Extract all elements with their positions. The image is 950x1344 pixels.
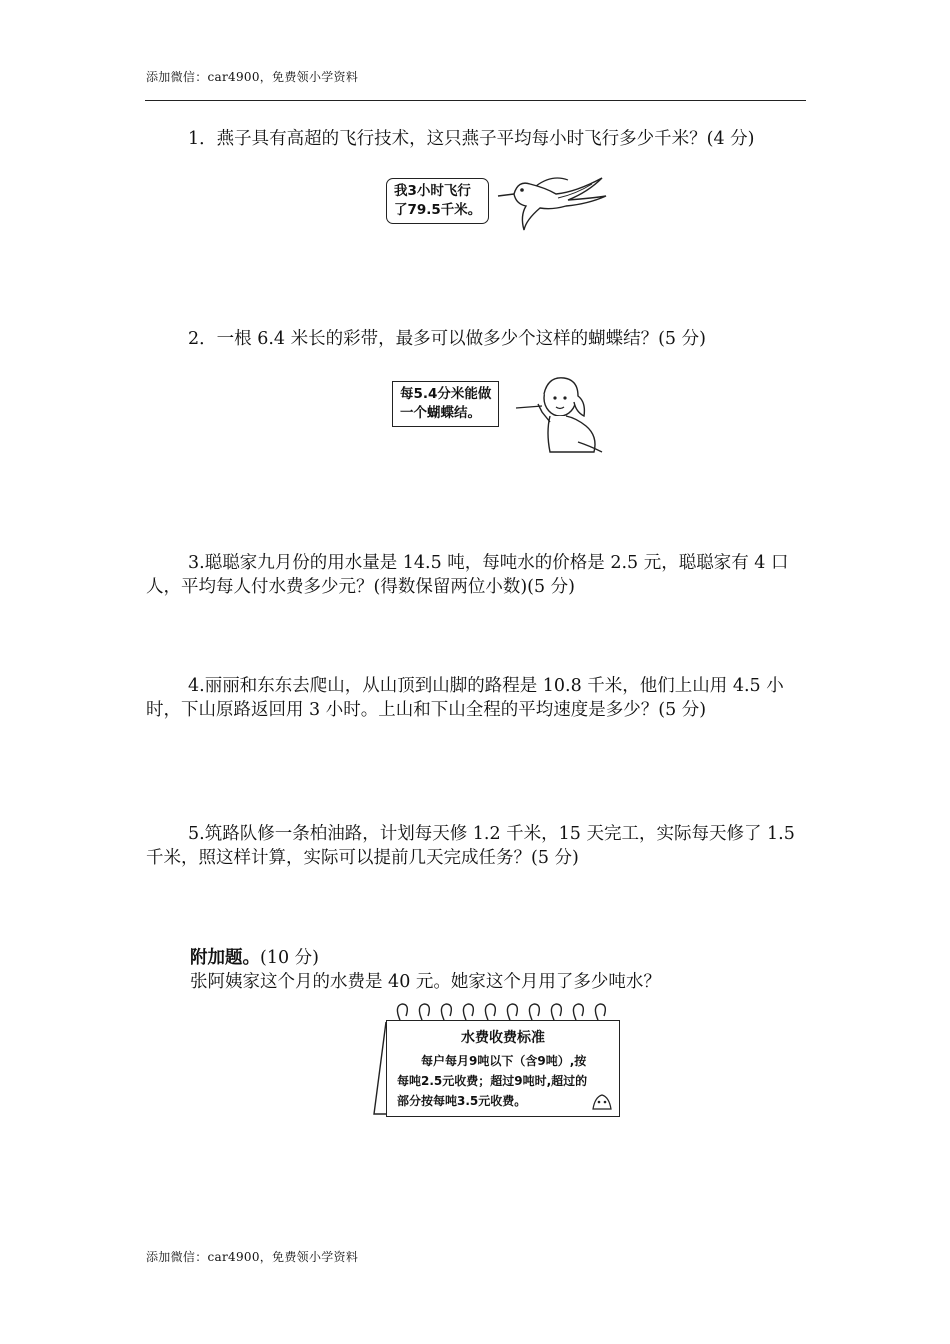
question-5-text: 5.筑路队修一条柏油路，计划每天修 1.2 千米，15 天完工，实际每天修了 1.5 千米，照这样计算，实际可以提前几天完成任务？(5 分) [146,824,795,868]
speech-bubble-girl [392,381,499,427]
bubble-line: 我3小时飞行 [394,183,471,199]
card-body [397,1051,609,1111]
card-line: 每吨2.5元收费；超过9吨时,超过的 [397,1074,588,1088]
card-line: 部分按每吨3.5元收费。 [397,1094,527,1108]
card-title: 水费收费标准 [461,1030,545,1046]
water-drop-mascot-icon [591,1091,613,1111]
swallow-bird-icon [496,170,608,232]
bonus-title: 附加题。 [190,948,260,968]
question-2-text: 2．一根 6.4 米长的彩带，最多可以做多少个这样的蝴蝶结？(5 分) [188,329,706,349]
bubble-line: 每5.4分米能做 [400,386,492,402]
question-3-text: 3.聪聪家九月份的用水量是 14.5 吨，每吨水的价格是 2.5 元，聪聪家有 4 口人，平均每人付水费多少元？(得数保留两位小数)(5 分) [146,553,789,597]
card-line: 每户每月9吨以下（含9吨）,按 [421,1054,587,1068]
question-1 [146,127,808,151]
girl-illustration-icon [516,372,606,456]
bonus-heading [190,946,319,970]
bonus-points: (10 分) [260,948,319,968]
question-4 [146,674,808,722]
water-fee-card [386,1020,620,1117]
bonus-question: 张阿姨家这个月的水费是 40 元。她家这个月用了多少吨水？ [190,972,661,992]
question-2 [146,327,808,351]
header-divider [145,100,806,101]
question-5 [146,822,808,870]
page-header: 添加微信：car4900，免费领小学资料 [146,70,359,84]
page-footer: 添加微信：car4900，免费领小学资料 [146,1250,359,1264]
bubble-line: 一个蝴蝶结。 [400,405,481,421]
speech-bubble-swallow [386,178,489,224]
question-3 [146,551,808,599]
question-1-text: 1．燕子具有高超的飞行技术，这只燕子平均每小时飞行多少千米？(4 分) [188,129,755,149]
question-4-text: 4.丽丽和东东去爬山，从山顶到山脚的路程是 10.8 千米，他们上山用 4.5 小时，下山原路返回用 3 小时。上山和下山全程的平均速度是多少？(5 分) [146,676,784,720]
bubble-line: 了79.5千米。 [394,202,482,218]
